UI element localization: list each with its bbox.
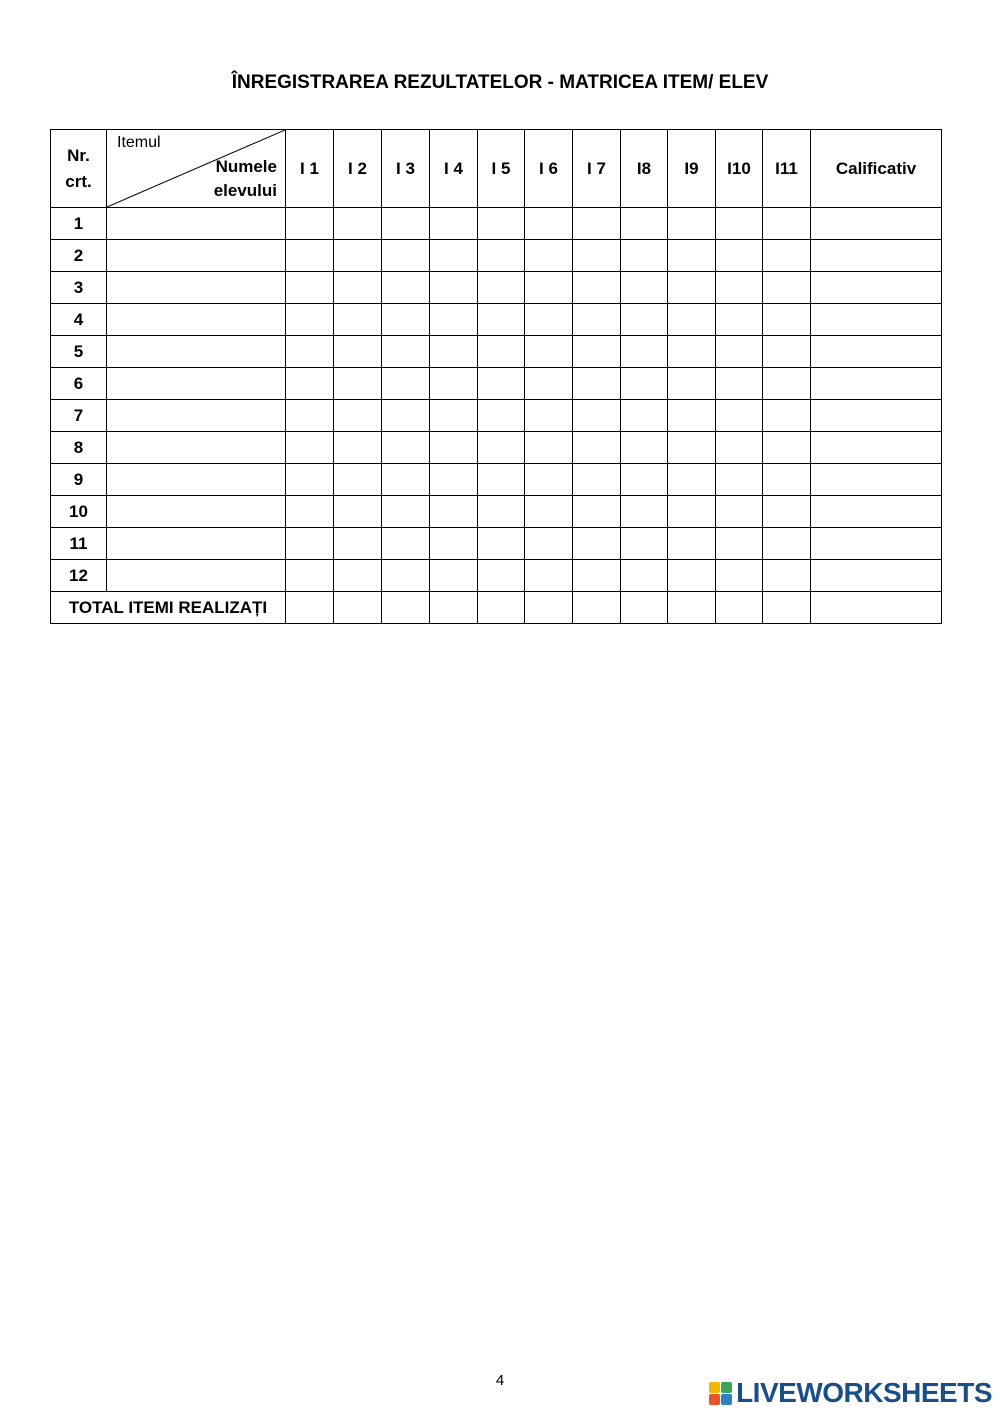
item-score-cell[interactable]: [668, 208, 716, 240]
item-score-cell[interactable]: [334, 336, 382, 368]
item-score-cell[interactable]: [668, 560, 716, 592]
header-item-5: I 5: [478, 130, 525, 208]
item-score-cell[interactable]: [382, 336, 430, 368]
item-score-cell[interactable]: [668, 304, 716, 336]
item-score-cell[interactable]: [573, 432, 621, 464]
item-score-cell[interactable]: [478, 336, 525, 368]
item-score-cell[interactable]: [573, 560, 621, 592]
item-score-cell[interactable]: [763, 336, 811, 368]
matrix-body: [51, 208, 942, 624]
item-score-cell[interactable]: [334, 400, 382, 432]
item-score-cell[interactable]: [621, 528, 668, 560]
item-score-cell[interactable]: [525, 560, 573, 592]
item-score-cell[interactable]: [382, 528, 430, 560]
total-calificativ-cell[interactable]: [811, 592, 942, 624]
item-score-cell[interactable]: [763, 240, 811, 272]
student-row: [51, 496, 942, 528]
item-score-cell[interactable]: [668, 240, 716, 272]
total-cell[interactable]: [716, 592, 763, 624]
item-score-cell[interactable]: [382, 464, 430, 496]
item-score-cell[interactable]: [382, 496, 430, 528]
student-row: [51, 304, 942, 336]
item-score-cell[interactable]: [763, 432, 811, 464]
student-name-cell[interactable]: [107, 432, 286, 464]
header-item-4: I 4: [430, 130, 478, 208]
header-calificativ: Calificativ: [811, 130, 942, 208]
item-score-cell[interactable]: [382, 208, 430, 240]
student-name-cell[interactable]: [107, 496, 286, 528]
row-number: 4: [51, 304, 107, 336]
logo-square-yellow: [709, 1382, 720, 1393]
calificativ-cell[interactable]: [811, 304, 942, 336]
item-score-cell[interactable]: [668, 336, 716, 368]
row-number: 7: [51, 400, 107, 432]
item-score-cell[interactable]: [573, 336, 621, 368]
student-name-cell[interactable]: [107, 336, 286, 368]
total-cell[interactable]: [763, 592, 811, 624]
item-score-cell[interactable]: [286, 400, 334, 432]
item-score-cell[interactable]: [430, 432, 478, 464]
item-score-cell[interactable]: [621, 208, 668, 240]
item-score-cell[interactable]: [430, 400, 478, 432]
item-score-cell[interactable]: [334, 272, 382, 304]
item-score-cell[interactable]: [621, 304, 668, 336]
student-name-cell[interactable]: [107, 528, 286, 560]
row-number: 6: [51, 368, 107, 400]
item-score-cell[interactable]: [621, 272, 668, 304]
item-score-cell[interactable]: [478, 560, 525, 592]
student-name-cell[interactable]: [107, 368, 286, 400]
student-row: [51, 336, 942, 368]
item-score-cell[interactable]: [573, 272, 621, 304]
calificativ-cell[interactable]: [811, 400, 942, 432]
item-score-cell[interactable]: [478, 432, 525, 464]
item-score-cell[interactable]: [478, 240, 525, 272]
item-score-cell[interactable]: [525, 432, 573, 464]
header-item-10: I10: [716, 130, 763, 208]
student-name-cell[interactable]: [107, 464, 286, 496]
row-number: 9: [51, 464, 107, 496]
item-score-cell[interactable]: [573, 304, 621, 336]
item-score-cell[interactable]: [621, 432, 668, 464]
item-score-cell[interactable]: [430, 272, 478, 304]
total-cell[interactable]: [286, 592, 334, 624]
item-score-cell[interactable]: [478, 368, 525, 400]
header-itemul-label: Itemul: [117, 134, 161, 151]
liveworksheets-logo: [709, 1377, 992, 1409]
item-score-cell[interactable]: [716, 304, 763, 336]
item-score-cell[interactable]: [573, 528, 621, 560]
item-score-cell[interactable]: [430, 464, 478, 496]
item-score-cell[interactable]: [668, 464, 716, 496]
student-row: [51, 528, 942, 560]
item-score-cell[interactable]: [621, 400, 668, 432]
total-items-label: TOTAL ITEMI REALIZAȚI: [51, 592, 286, 624]
item-score-cell[interactable]: [478, 464, 525, 496]
item-score-cell[interactable]: [621, 240, 668, 272]
item-score-cell[interactable]: [286, 240, 334, 272]
item-score-cell[interactable]: [478, 272, 525, 304]
item-score-cell[interactable]: [382, 400, 430, 432]
item-score-cell[interactable]: [716, 432, 763, 464]
header-numele-line2: elevului: [213, 181, 277, 200]
total-cell[interactable]: [430, 592, 478, 624]
item-score-cell[interactable]: [763, 528, 811, 560]
item-score-cell[interactable]: [382, 560, 430, 592]
calificativ-cell[interactable]: [811, 208, 942, 240]
item-score-cell[interactable]: [763, 464, 811, 496]
item-score-cell[interactable]: [430, 528, 478, 560]
item-score-cell[interactable]: [334, 560, 382, 592]
page-title: ÎNREGISTRAREA REZULTATELOR - MATRICEA ITEM/ ELEV: [231, 72, 769, 93]
item-score-cell[interactable]: [621, 464, 668, 496]
header-item-2: I 2: [334, 130, 382, 208]
item-score-cell[interactable]: [430, 336, 478, 368]
item-score-cell[interactable]: [334, 208, 382, 240]
item-score-cell[interactable]: [430, 304, 478, 336]
header-item-1: I 1: [286, 130, 334, 208]
item-score-cell[interactable]: [621, 336, 668, 368]
calificativ-cell[interactable]: [811, 528, 942, 560]
student-row: [51, 240, 942, 272]
item-score-cell[interactable]: [478, 304, 525, 336]
item-score-cell[interactable]: [763, 496, 811, 528]
item-score-cell[interactable]: [382, 368, 430, 400]
item-score-cell[interactable]: [573, 368, 621, 400]
header-numele-line1: Numele: [215, 157, 277, 176]
student-row: [51, 432, 942, 464]
item-score-cell[interactable]: [525, 368, 573, 400]
item-score-cell[interactable]: [382, 432, 430, 464]
row-number: 10: [51, 496, 107, 528]
item-score-cell[interactable]: [430, 368, 478, 400]
item-score-cell[interactable]: [668, 432, 716, 464]
item-score-cell[interactable]: [525, 528, 573, 560]
row-number: 11: [51, 528, 107, 560]
item-score-cell[interactable]: [716, 208, 763, 240]
row-number: 8: [51, 432, 107, 464]
row-number: 12: [51, 560, 107, 592]
student-row: [51, 560, 942, 592]
total-row: [51, 592, 942, 624]
logo-square-green: [721, 1382, 732, 1393]
item-score-cell[interactable]: [668, 496, 716, 528]
student-name-cell[interactable]: [107, 304, 286, 336]
item-score-cell[interactable]: [478, 528, 525, 560]
calificativ-cell[interactable]: [811, 560, 942, 592]
item-score-cell[interactable]: [286, 528, 334, 560]
item-score-cell[interactable]: [763, 272, 811, 304]
calificativ-cell[interactable]: [811, 368, 942, 400]
header-nr-line2: crt.: [65, 171, 92, 191]
item-score-cell[interactable]: [334, 240, 382, 272]
item-score-cell[interactable]: [286, 208, 334, 240]
total-cell[interactable]: [668, 592, 716, 624]
item-score-cell[interactable]: [334, 528, 382, 560]
student-row: [51, 368, 942, 400]
header-nr-line1: Nr.: [67, 145, 90, 165]
item-score-cell[interactable]: [286, 432, 334, 464]
item-score-cell[interactable]: [286, 464, 334, 496]
item-score-cell[interactable]: [525, 464, 573, 496]
item-score-cell[interactable]: [525, 272, 573, 304]
item-score-cell[interactable]: [668, 400, 716, 432]
item-score-cell[interactable]: [525, 240, 573, 272]
item-score-cell[interactable]: [716, 528, 763, 560]
header-item-11: I11: [763, 130, 811, 208]
item-score-cell[interactable]: [286, 368, 334, 400]
item-score-cell[interactable]: [525, 336, 573, 368]
header-row: [51, 130, 942, 208]
item-score-cell[interactable]: [525, 208, 573, 240]
student-name-cell[interactable]: [107, 560, 286, 592]
total-cell[interactable]: [621, 592, 668, 624]
total-cell[interactable]: [478, 592, 525, 624]
item-score-cell[interactable]: [334, 304, 382, 336]
item-score-cell[interactable]: [382, 272, 430, 304]
header-numele-elevului: [214, 155, 277, 203]
item-score-cell[interactable]: [763, 560, 811, 592]
item-score-cell[interactable]: [334, 464, 382, 496]
item-score-cell[interactable]: [621, 368, 668, 400]
item-score-cell[interactable]: [334, 368, 382, 400]
header-item-7: I 7: [573, 130, 621, 208]
page-number: 4: [495, 1372, 505, 1389]
item-score-cell[interactable]: [573, 496, 621, 528]
item-score-cell[interactable]: [525, 304, 573, 336]
calificativ-cell[interactable]: [811, 496, 942, 528]
student-row: [51, 464, 942, 496]
student-name-cell[interactable]: [107, 400, 286, 432]
item-score-cell[interactable]: [573, 464, 621, 496]
item-score-cell[interactable]: [716, 368, 763, 400]
item-score-cell[interactable]: [286, 272, 334, 304]
logo-square-blue: [721, 1394, 732, 1405]
item-score-cell[interactable]: [573, 400, 621, 432]
item-score-cell[interactable]: [478, 496, 525, 528]
item-score-cell[interactable]: [668, 272, 716, 304]
liveworksheets-logo-icon: [709, 1382, 732, 1405]
header-item-student-diagonal: [107, 130, 286, 208]
item-score-cell[interactable]: [716, 464, 763, 496]
student-row: [51, 272, 942, 304]
header-item-9: I9: [668, 130, 716, 208]
row-number: 5: [51, 336, 107, 368]
row-number: 2: [51, 240, 107, 272]
item-score-cell[interactable]: [763, 304, 811, 336]
item-score-cell[interactable]: [525, 496, 573, 528]
total-cell[interactable]: [334, 592, 382, 624]
row-number: 1: [51, 208, 107, 240]
total-cell[interactable]: [573, 592, 621, 624]
item-score-cell[interactable]: [621, 496, 668, 528]
student-name-cell[interactable]: [107, 208, 286, 240]
item-score-cell[interactable]: [334, 496, 382, 528]
item-score-cell[interactable]: [716, 336, 763, 368]
calificativ-cell[interactable]: [811, 464, 942, 496]
item-score-cell[interactable]: [621, 560, 668, 592]
item-score-cell[interactable]: [668, 368, 716, 400]
header-nr-crt: [51, 130, 107, 208]
calificativ-cell[interactable]: [811, 336, 942, 368]
student-name-cell[interactable]: [107, 240, 286, 272]
item-score-cell[interactable]: [763, 400, 811, 432]
item-score-cell[interactable]: [286, 560, 334, 592]
item-score-cell[interactable]: [478, 400, 525, 432]
calificativ-cell[interactable]: [811, 432, 942, 464]
student-row: [51, 400, 942, 432]
item-score-cell[interactable]: [716, 496, 763, 528]
item-score-cell[interactable]: [334, 432, 382, 464]
item-score-cell[interactable]: [286, 336, 334, 368]
row-number: 3: [51, 272, 107, 304]
item-score-cell[interactable]: [716, 240, 763, 272]
item-score-cell[interactable]: [286, 496, 334, 528]
item-score-cell[interactable]: [286, 304, 334, 336]
item-score-cell[interactable]: [668, 528, 716, 560]
item-score-cell[interactable]: [573, 240, 621, 272]
header-item-3: I 3: [382, 130, 430, 208]
item-score-cell[interactable]: [763, 208, 811, 240]
header-item-6: I 6: [525, 130, 573, 208]
student-row: [51, 208, 942, 240]
item-score-cell[interactable]: [478, 208, 525, 240]
calificativ-cell[interactable]: [811, 240, 942, 272]
item-score-cell[interactable]: [525, 400, 573, 432]
total-cell[interactable]: [382, 592, 430, 624]
item-score-cell[interactable]: [763, 368, 811, 400]
item-score-cell[interactable]: [430, 496, 478, 528]
item-score-cell[interactable]: [382, 304, 430, 336]
logo-square-red: [709, 1394, 720, 1405]
student-name-cell[interactable]: [107, 272, 286, 304]
item-score-cell[interactable]: [382, 240, 430, 272]
header-item-8: I8: [621, 130, 668, 208]
brand-name: LIVEWORKSHEETS: [736, 1377, 992, 1408]
results-matrix-table: [50, 129, 942, 624]
calificativ-cell[interactable]: [811, 272, 942, 304]
item-score-cell[interactable]: [430, 208, 478, 240]
item-score-cell[interactable]: [716, 272, 763, 304]
item-score-cell[interactable]: [430, 560, 478, 592]
item-score-cell[interactable]: [573, 208, 621, 240]
item-score-cell[interactable]: [716, 560, 763, 592]
item-score-cell[interactable]: [716, 400, 763, 432]
item-score-cell[interactable]: [430, 240, 478, 272]
total-cell[interactable]: [525, 592, 573, 624]
